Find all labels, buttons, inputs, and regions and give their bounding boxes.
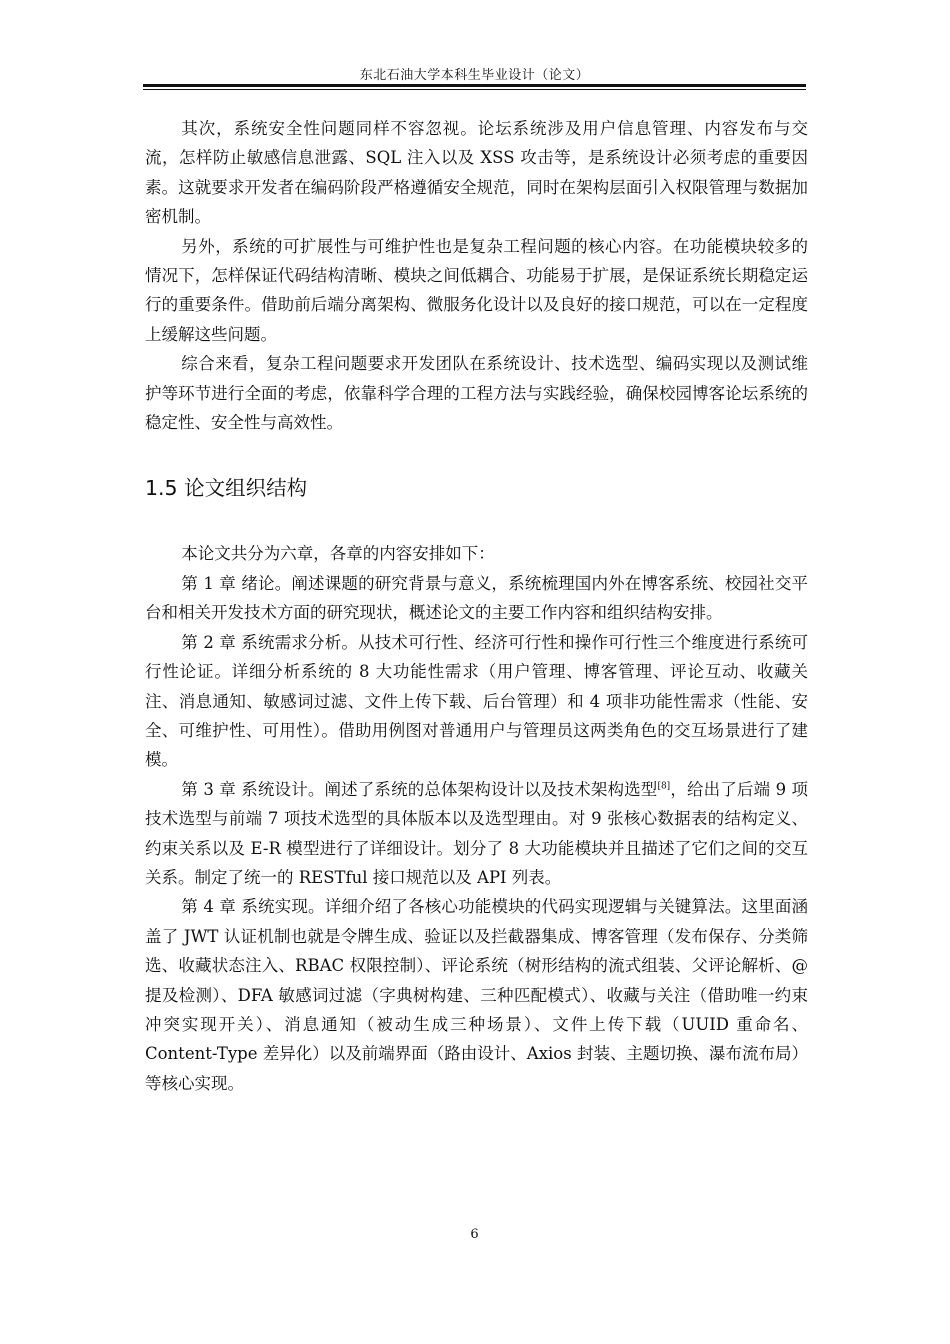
chapter-3-text-a: 第 3 章 系统设计。阐述了系统的总体架构设计以及技术架构选型 — [181, 779, 658, 799]
paragraph-chapter-1: 第 1 章 绪论。阐述课题的研究背景与意义，系统梳理国内外在博客系统、校园社交平台和相关开发技术方面的研究现状，概述论文的主要工作内容和组织结构安排。 — [145, 573, 808, 623]
paragraph-chapter-2: 第 2 章 系统需求分析。从技术可行性、经济可行性和操作可行性三个维度进行系统可行性论证。详细分析系统的 8 大功能性需求（用户管理、博客管理、评论互动、收藏关注、消息通知、敏感词过滤、文件上传下载、后台管理）和 4 项非功能性需求（性能、安全、可维护性、可用性）。借助用例图对普通用户与管理员这两类角色的交互场景进行了建模。 — [145, 632, 808, 770]
chapter-3-text-b: ，给出了后端 9 项技术选型与前端 7 项技术选型的具体版本以及选型理由。对 9 张核心数据表的结构定义、约束关系以及 E-R 模型进行了详细设计。划分了 8 大功能模块并且描述了它们之间的交互关系。制定了统一的 RESTful 接口规范以及 API 列表。 — [145, 779, 808, 887]
page-body — [145, 114, 808, 1098]
paragraph-summary: 综合来看，复杂工程问题要求开发团队在系统设计、技术选型、编码实现以及测试维护等环节进行全面的考虑，依靠科学合理的工程方法与实践经验，确保校园博客论坛系统的稳定性、安全性与高效性。 — [145, 354, 808, 433]
paragraph-security: 其次，系统安全性问题同样不容忽视。论坛系统涉及用户信息管理、内容发布与交流，怎样防止敏感信息泄露、SQL 注入以及 XSS 攻击等，是系统设计必须考虑的重要因素。这就要求开发者在编码阶段严格遵循安全规范，同时在架构层面引入权限管理与数据加密机制。 — [145, 119, 808, 227]
header-rule-thick — [143, 84, 806, 87]
paragraph-scalability: 另外，系统的可扩展性与可维护性也是复杂工程问题的核心内容。在功能模块较多的情况下，怎样保证代码结构清晰、模块之间低耦合、功能易于扩展，是保证系统长期稳定运行的重要条件。借助前后端分离架构、微服务化设计以及良好的接口规范，可以在一定程度上缓解这些问题。 — [145, 236, 808, 344]
section-heading: 1.5 论文组织结构 — [145, 476, 308, 501]
header-rule-thin — [143, 89, 806, 90]
page-number: 6 — [470, 1227, 479, 1242]
paragraph-intro: 本论文共分为六章，各章的内容安排如下： — [181, 544, 495, 564]
paragraph-chapter-4: 第 4 章 系统实现。详细介绍了各核心功能模块的代码实现逻辑与关键算法。这里面涵盖了 JWT 认证机制也就是令牌生成、验证以及拦截器集成、博客管理（发布保存、分类筛选、收藏状态注入、RBAC 权限控制）、评论系统（树形结构的流式组装、父评论解析、@提及检测）、DFA 敏感词过滤（字典树构建、三种匹配模式）、收藏与关注（借助唯一约束冲突实现开关）、消息通知（被动生成三种场景）、文件上传下载（UUID 重命名、Content-Type 差异化）以及前端界面（路由设计、Axios 封装、主题切换、瀑布流布局）等核心实现。 — [145, 897, 808, 1093]
citation-superscript: [8] — [657, 781, 671, 792]
paragraph-chapter-3 — [145, 775, 808, 893]
running-header: 东北石油大学本科生毕业设计（论文） — [359, 68, 590, 83]
